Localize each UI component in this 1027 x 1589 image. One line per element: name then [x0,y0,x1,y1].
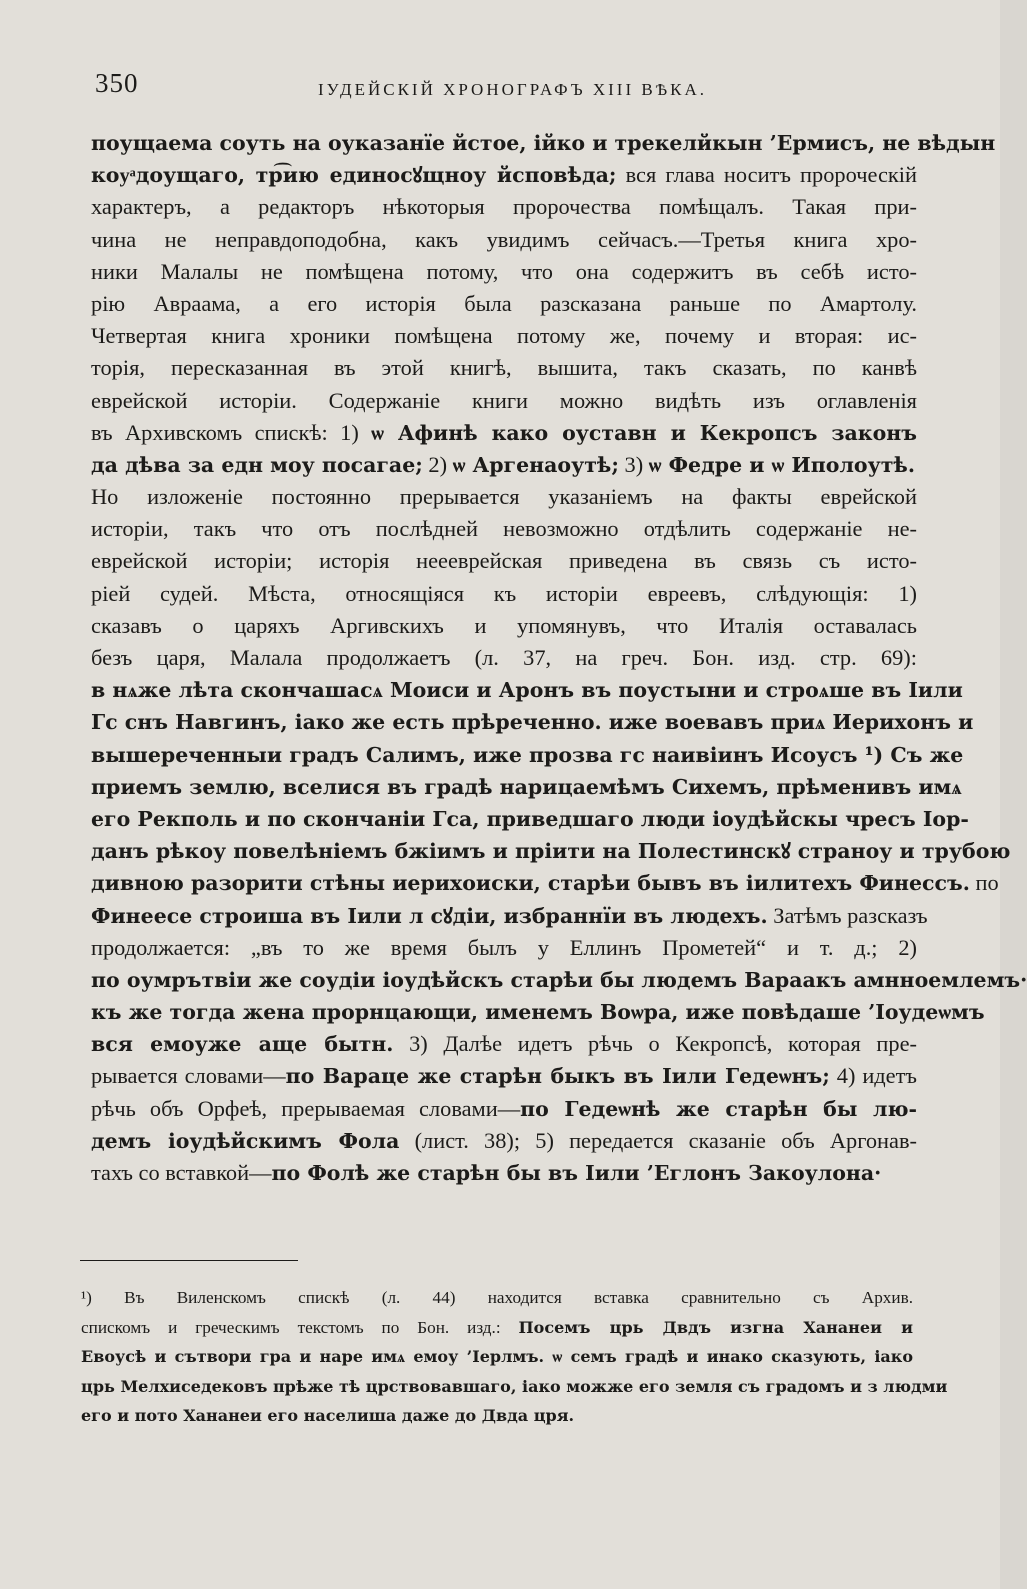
church-slavonic-quote: по Фолѣ же старѣн бы въ Іили ’Еглонъ Закоулона· [271,1161,882,1185]
text-run: рѣчь объ Орфеѣ, прерываемая словами— [91,1095,521,1121]
text-run: еврейской исторіи; исторія неееврейская приведена въ связь съ исто- [91,548,917,574]
body-line [91,1060,917,1092]
page-number: 350 [95,68,139,98]
body-line [91,610,917,642]
text-run: по [969,870,999,896]
church-slavonic-quote: да дѣва за едн моу посагае; [91,452,423,477]
text-run: рію Авраама, а его исторія была разсказана раньше по Амартолу. [91,290,917,316]
body-line [91,127,996,159]
text-run: ріей судей. Мѣста, относящіяся къ исторіи евреевъ, слѣдующія: 1) [91,580,917,606]
text-run: чина не неправдоподобна, какъ увидимъ сейчасъ.—Третья книга хро- [91,226,917,252]
body-line [91,900,928,932]
body-line [91,771,962,803]
page-header [95,68,915,108]
text-run: тахъ со вставкой— [91,1160,272,1185]
church-slavonic-quote: по оумрътвіи же соудіи іоудѣйскъ старѣи бы людемъ Вараакъ амнноемлемъ· [91,967,1027,992]
body-line [91,385,917,417]
church-slavonic-quote: в нѧже лѣта скончашасѧ Моиси и Аронъ въ поустыни и строѧше въ Іили [91,678,963,703]
body-line [91,481,917,513]
body-line [91,642,917,674]
church-slavonic-quote: вся емоуже аще бытн. [91,1032,394,1057]
body-line [91,352,917,384]
church-slavonic-quote: данъ рѣкоу повелѣніемъ бжіимъ и пріити на Полестинскꙋ страноу и трубою [91,839,1011,864]
body-text [91,127,1027,1189]
body-line [91,288,917,320]
church-slavonic-quote: дивною разорити стѣны иерихоиски, старѣи бывъ въ іилитехъ Финессъ. [91,871,970,896]
text-run: 3) Далѣе идетъ рѣчь о Кекропсѣ, которая пре- [393,1031,917,1057]
body-line [91,417,917,449]
running-title: ІУДЕЙСКІЙ ХРОНОГРАФЪ XIII ВѢКА. [318,80,707,99]
body-line [91,867,999,899]
church-slavonic-quote: его Рекполь и по скончаніи Гса, приведшаго люди іоудѣйскы чресъ Іор- [91,806,969,831]
text-run: ники Малалы не помѣщена потому, что она содержитъ въ себѣ исто- [91,258,917,284]
body-line [91,1028,917,1060]
church-slavonic-quote: Евоусѣ и сътвори гра и наре имѧ емоу ’Іерлмъ. ѡ семъ градѣ и инако сказують, іако [81,1347,913,1366]
church-slavonic-quote: демъ іоудѣйскимъ Фола [91,1128,400,1153]
body-line [91,513,917,545]
footnote-rule [80,1260,298,1261]
church-slavonic-quote: ѡ Афинѣ како оуставн и Кекропсъ законъ [371,420,917,445]
text-run: (лист. 38); 5) передается сказаніе объ Аргонав- [399,1127,917,1153]
church-slavonic-quote: Финеесе строиша въ Іили л сꙋдіи, избраннїи въ людехъ. [91,903,768,928]
church-slavonic-quote: его и пото Хананеи его населиша даже до Двда цря. [81,1406,575,1425]
text-run: Затѣмъ разсказъ [767,902,928,928]
body-line [91,256,917,288]
body-line [91,739,964,771]
church-slavonic-quote: по Вараце же старѣн быкъ въ Іили Гедеѡнъ; [285,1064,830,1089]
body-line [91,449,917,481]
body-line [91,191,917,223]
body-line [91,674,963,706]
church-slavonic-quote: по Гедеѡнѣ же старѣн бы лю- [520,1096,917,1121]
church-slavonic-quote: Гс снъ Навгинъ, іако же есть прѣреченно. иже воевавъ приѧ Иерихонъ и [91,710,974,735]
footnote-line [81,1283,913,1313]
body-line [91,545,917,577]
church-slavonic-quote: ѡ Федре и ѡ Иполоутѣ. [648,452,915,477]
text-run: въ Архивскомъ спискѣ: 1) [91,419,372,445]
church-slavonic-quote: коуͣдоущаго, тр͡ию единосꙋщноу йсповѣда; [91,163,617,188]
body-line [91,320,917,352]
text-run: характеръ, а редакторъ нѣкоторыя пророчества помѣщалъ. Такая при- [91,194,917,220]
footnote-line [81,1372,948,1402]
text-run: Но изложеніе постоянно прерывается указаніемъ на факты еврейской [91,484,917,510]
text-run: торія, пересказанная въ этой книгѣ, вышита, такъ сказать, по канвѣ [91,355,917,381]
text-run: 3) [618,451,649,477]
church-slavonic-quote: Посемъ црь Двдъ изгна Хананеи и [518,1317,913,1337]
body-line [91,224,917,256]
text-run: исторіи, такъ что отъ послѣдней невозможно отдѣлить содержаніе не- [91,516,917,542]
body-line [91,835,1011,867]
text-run: безъ царя, Малала продолжаетъ (л. 37, на греч. Бон. изд. стр. 69): [91,645,917,670]
footnote-line [81,1342,913,1372]
church-slavonic-quote: вышереченныи градъ Салимъ, иже прозва гс наивіинъ Исоусъ ¹) Съ же [91,742,964,767]
church-slavonic-quote: поущаема соуть на оуказанїе йстое, ійко и трекелйкын ’Ермисъ, не вѣдын [91,131,996,155]
text-run: спискомъ и греческимъ текстомъ по Бон. изд.: [81,1317,519,1337]
body-line [91,706,974,738]
church-slavonic-quote: приемъ землю, вселися въ градѣ нарицаемѣмъ Сихемъ, прѣменивъ имѧ [91,774,962,799]
text-run: вся глава носитъ пророческій [616,162,917,188]
text-run: еврейской исторіи. Содержаніе книги можно видѣть изъ оглавленія [91,387,917,413]
text-run: 4) идетъ [829,1063,917,1089]
text-run: ¹) Въ Виленскомъ спискѣ (л. 44) находится вставка сравнительно съ Архив. [81,1288,913,1307]
body-line [91,1093,917,1125]
text-run: Четвертая книга хроники помѣщена потому же, почему и вторая: ис- [91,323,917,349]
church-slavonic-quote: къ же тогда жена прорнцающи, именемъ Воѡра, иже повѣдаше ’Іоудеѡмъ [91,1000,985,1025]
church-slavonic-quote: црь Мелхиседековъ прѣже тѣ црствовавшаго, іако можже его земля съ градомъ и з людми [81,1376,948,1396]
text-run: продолжается: „въ то же время былъ у Еллинъ Прометей“ и т. д.; 2) [91,934,917,960]
church-slavonic-quote: ѡ Аргенаоутѣ; [452,452,619,477]
body-line [91,159,917,191]
text-run: сказавъ о царяхъ Аргивскихъ и упомянувъ, что Италія оставалась [91,612,917,638]
body-line [91,1157,917,1189]
body-line [91,996,985,1028]
footnote-line [81,1313,913,1343]
body-line [91,932,917,964]
text-run: рывается словами— [91,1063,286,1089]
footnote [81,1283,948,1431]
body-line [91,1125,917,1157]
body-line [91,578,917,610]
body-line [91,803,969,835]
footnote-line [81,1401,913,1431]
text-run: 2) [422,451,453,477]
body-line [91,964,1027,996]
